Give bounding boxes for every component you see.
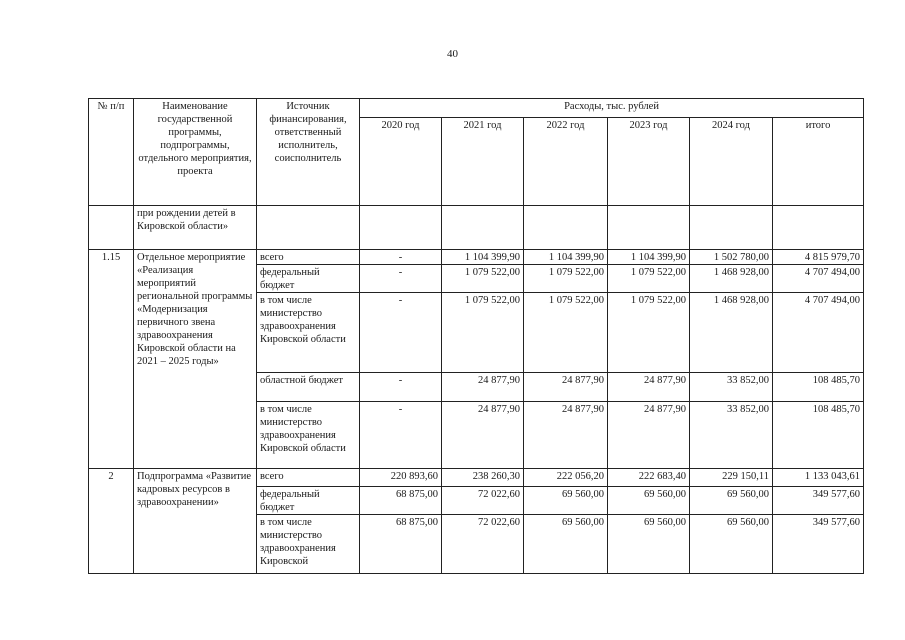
value-2022: 69 560,00	[524, 515, 608, 574]
cell-empty	[360, 206, 442, 250]
header-year-2023: 2023 год	[608, 118, 690, 206]
value-2024: 1 468 928,00	[690, 293, 773, 373]
value-2021: 24 877,90	[442, 373, 524, 402]
header-year-2024: 2024 год	[690, 118, 773, 206]
value-2020: -	[360, 402, 442, 469]
value-2023: 24 877,90	[608, 373, 690, 402]
row-name: Отдельное мероприятие «Реализация мероприятий региональной программы «Модернизация первичного звена здравоохранения Кировской области на 2021 – 2025 годы»	[134, 250, 257, 469]
value-2021: 238 260,30	[442, 469, 524, 487]
value-2020: -	[360, 293, 442, 373]
header-no: № п/п	[89, 99, 134, 206]
header-year-2020: 2020 год	[360, 118, 442, 206]
header-expenses: Расходы, тыс. рублей	[360, 99, 864, 118]
value-total: 4 815 979,70	[773, 250, 864, 265]
cell-empty	[690, 206, 773, 250]
table-row	[89, 469, 864, 487]
header-year-2021: 2021 год	[442, 118, 524, 206]
value-2024: 33 852,00	[690, 373, 773, 402]
row-source: федеральный бюджет	[257, 265, 360, 293]
value-2023: 1 079 522,00	[608, 293, 690, 373]
row-source: всего	[257, 250, 360, 265]
value-2024: 69 560,00	[690, 487, 773, 515]
value-total: 108 485,70	[773, 402, 864, 469]
value-total: 349 577,60	[773, 515, 864, 574]
value-2023: 69 560,00	[608, 515, 690, 574]
header-name: Наименование государственной программы, подпрограммы, отдельного мероприятия, проекта	[134, 99, 257, 206]
row-source: федеральный бюджет	[257, 487, 360, 515]
value-2024: 1 468 928,00	[690, 265, 773, 293]
cell-empty	[89, 206, 134, 250]
value-2021: 24 877,90	[442, 402, 524, 469]
value-2020: -	[360, 265, 442, 293]
value-2023: 1 104 399,90	[608, 250, 690, 265]
value-2020: 68 875,00	[360, 487, 442, 515]
value-total: 4 707 494,00	[773, 265, 864, 293]
row-number: 2	[89, 469, 134, 574]
value-2021: 1 079 522,00	[442, 293, 524, 373]
value-2024: 33 852,00	[690, 402, 773, 469]
value-2024: 1 502 780,00	[690, 250, 773, 265]
value-2021: 72 022,60	[442, 487, 524, 515]
cell-empty	[773, 206, 864, 250]
value-2022: 1 104 399,90	[524, 250, 608, 265]
value-2021: 1 104 399,90	[442, 250, 524, 265]
value-2024: 69 560,00	[690, 515, 773, 574]
cell-empty	[442, 206, 524, 250]
value-2021: 72 022,60	[442, 515, 524, 574]
value-2020: -	[360, 373, 442, 402]
value-2022: 1 079 522,00	[524, 293, 608, 373]
value-2023: 69 560,00	[608, 487, 690, 515]
value-total: 4 707 494,00	[773, 293, 864, 373]
header-source: Источник финансирования, ответственный исполнитель, соисполнитель	[257, 99, 360, 206]
row-source: в том числе министерство здравоохранения Кировской области	[257, 402, 360, 469]
header-year-2022: 2022 год	[524, 118, 608, 206]
header-row-1	[89, 99, 864, 118]
value-2022: 222 056,20	[524, 469, 608, 487]
value-2020: 220 893,60	[360, 469, 442, 487]
value-2022: 1 079 522,00	[524, 265, 608, 293]
value-2024: 229 150,11	[690, 469, 773, 487]
row-source: в том числе министерство здравоохранения Кировской	[257, 515, 360, 574]
value-total: 108 485,70	[773, 373, 864, 402]
continuation-text: при рождении детей в Кировской области»	[134, 206, 257, 250]
page-number: 40	[447, 48, 458, 60]
value-2022: 24 877,90	[524, 373, 608, 402]
row-source: областной бюджет	[257, 373, 360, 402]
value-2021: 1 079 522,00	[442, 265, 524, 293]
value-2020: -	[360, 250, 442, 265]
value-2023: 222 683,40	[608, 469, 690, 487]
row-source: в том числе министерство здравоохранения Кировской области	[257, 293, 360, 373]
value-2023: 24 877,90	[608, 402, 690, 469]
row-number: 1.15	[89, 250, 134, 469]
value-2023: 1 079 522,00	[608, 265, 690, 293]
table-row	[89, 250, 864, 265]
budget-table	[88, 98, 864, 574]
cell-empty	[524, 206, 608, 250]
header-total: итого	[773, 118, 864, 206]
row-source: всего	[257, 469, 360, 487]
value-2022: 24 877,90	[524, 402, 608, 469]
cell-empty	[257, 206, 360, 250]
value-2022: 69 560,00	[524, 487, 608, 515]
cell-empty	[608, 206, 690, 250]
value-total: 349 577,60	[773, 487, 864, 515]
value-2020: 68 875,00	[360, 515, 442, 574]
row-name: Подпрограмма «Развитие кадровых ресурсов в здравоохранении»	[134, 469, 257, 574]
value-total: 1 133 043,61	[773, 469, 864, 487]
continuation-row	[89, 206, 864, 250]
